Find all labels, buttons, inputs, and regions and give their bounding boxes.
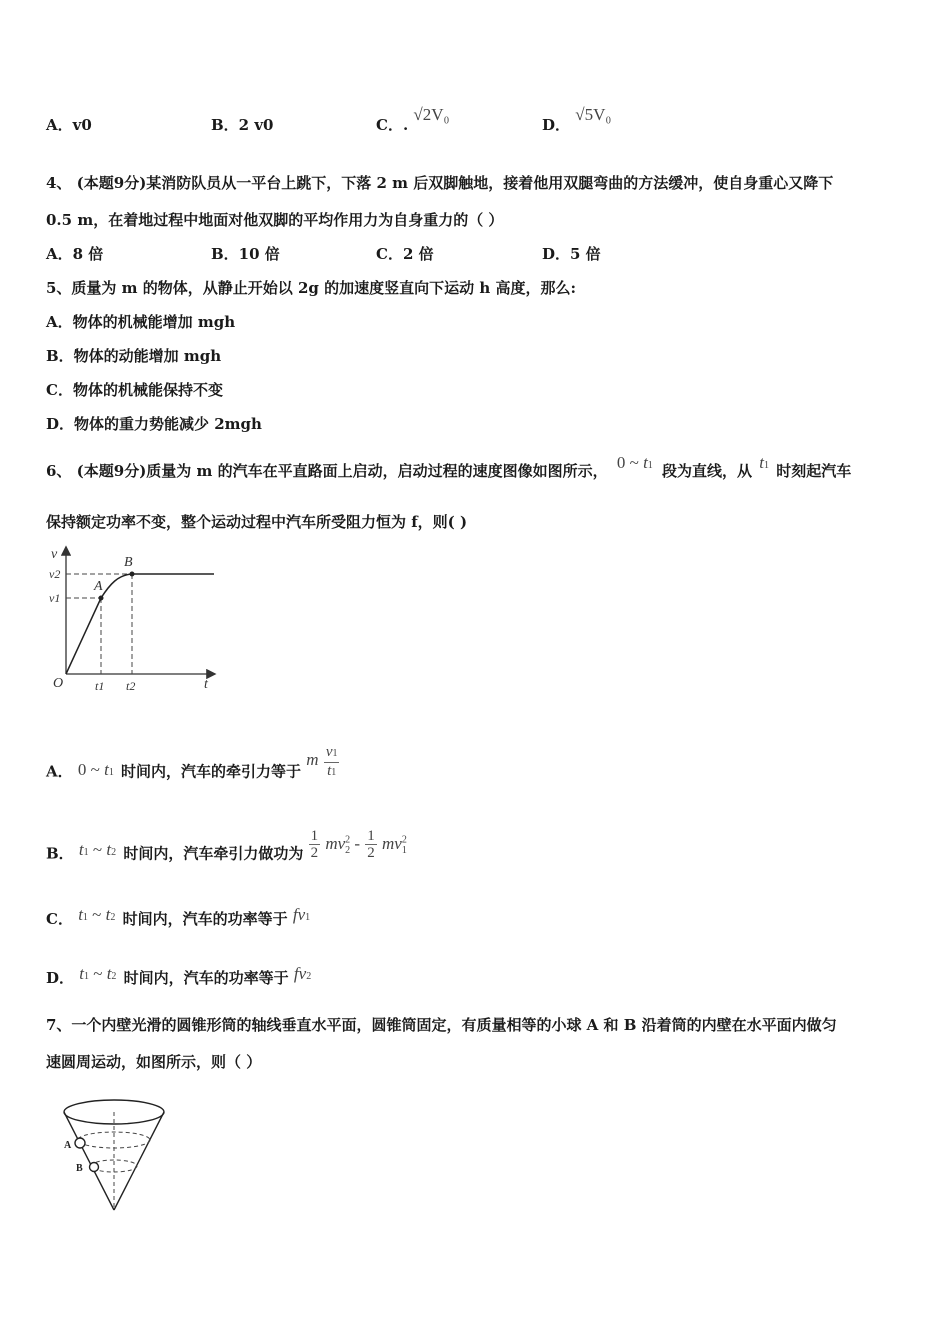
- q6-stem-line1: [46, 453, 852, 484]
- q6-option-a-formula: m: [306, 749, 319, 769]
- q5-option-b: B．物体的动能增加 mgh: [46, 347, 222, 365]
- q6-option-d-label: D．: [46, 969, 75, 987]
- v1-label: v1: [49, 591, 61, 605]
- q6-option-b-label: B．: [46, 844, 74, 863]
- q4-stem-line1: 4、 (本题9分)某消防队员从一平台上跳下，下落 2 m 后双脚触地，接着他用双腿弯曲的方法缓冲，使自身重心又降下: [46, 174, 834, 192]
- q3-option-d-math: √5V₀: [575, 105, 612, 124]
- q6-option-d-interval: t1 ~ t2: [79, 964, 117, 983]
- ball-b-label: B: [76, 1163, 83, 1174]
- linear-segment: [66, 598, 101, 674]
- q6-option-c-interval: t1 ~ t2: [78, 905, 116, 924]
- t2-label: t2: [126, 679, 136, 693]
- q6-option-a-interval: 0 ~ t1: [77, 759, 114, 779]
- q7-stem-line1: 7、一个内壁光滑的圆锥形筒的轴线垂直水平面，圆锥筒固定，有质量相等的小球 A 和 B 沿着筒的内壁在水平面内做匀: [46, 1016, 837, 1034]
- point-b-label: B: [124, 555, 133, 570]
- q5-stem: 5、质量为 m 的物体，从静止开始以 2g 的加速度竖直向下运动 h 高度，那么:: [46, 279, 577, 297]
- q6-stem-part3: 时刻起汽车: [776, 462, 852, 480]
- point-a-label: A: [94, 579, 103, 594]
- q3-option-c-label: C．.: [376, 116, 409, 134]
- q6-option-b-half-2: $\frac{1}{2}$: [367, 828, 375, 861]
- cone-right-wall: [114, 1112, 164, 1210]
- q6-time-t1: t1: [759, 453, 770, 472]
- q4-option-b: B．10 倍: [211, 245, 280, 263]
- q6-option-b-term2: $mv^2_1$: [382, 833, 407, 856]
- q6-option-a: [46, 744, 339, 791]
- q6-option-d-text: 时间内，汽车的功率等于: [123, 969, 289, 987]
- q6-stem-part1: 6、 (本题9分)质量为 m 的汽车在平直路面上启动，启动过程的速度图像如图所示，: [46, 462, 608, 480]
- q6-option-c-label: C．: [46, 910, 73, 928]
- q3-option-c-math: √2V₀: [413, 105, 450, 124]
- q5-option-c: C．物体的机械能保持不变: [46, 381, 223, 399]
- ball-b: [90, 1163, 99, 1172]
- q3-option-d: [542, 105, 612, 135]
- t-axis-label: t: [204, 677, 208, 692]
- q6-stem-part2: 段为直线，从: [662, 462, 753, 480]
- q6-option-c-formula: fv1: [292, 905, 311, 924]
- ball-a: [75, 1138, 85, 1148]
- q3-option-c: [376, 105, 450, 135]
- q4-option-a: A．8 倍: [46, 245, 104, 263]
- q5-option-d: D．物体的重力势能减少 2mgh: [46, 415, 262, 433]
- q6-option-b-half-1: $\frac{1}{2}$: [310, 828, 319, 861]
- q6-option-c: [46, 905, 311, 932]
- point-a: [99, 596, 104, 601]
- q5-option-a: A．物体的机械能增加 mgh: [46, 313, 236, 331]
- q6-option-a-text: 时间内，汽车的牵引力等于: [121, 762, 302, 781]
- velocity-time-graph: [44, 542, 224, 694]
- q3-option-d-label: D．: [542, 116, 571, 134]
- q6-option-b: [46, 828, 407, 871]
- cone-diagram: [56, 1094, 186, 1218]
- q4-option-d: D．5 倍: [542, 245, 601, 263]
- t1-label: t1: [95, 679, 105, 693]
- q6-option-b-term1: $mv^2_2$ -: [325, 833, 361, 856]
- point-b: [130, 572, 135, 577]
- q6-option-b-interval: t1 ~ t2: [78, 839, 117, 859]
- q4-stem-line2: 0.5 m，在着地过程中地面对他双脚的平均作用力为自身重力的（ ）: [46, 211, 504, 229]
- q3-option-a: A．v0: [46, 116, 92, 134]
- v2-label: v2: [49, 567, 61, 581]
- origin-label: O: [53, 676, 64, 691]
- q6-option-c-text: 时间内，汽车的功率等于: [122, 910, 288, 928]
- cone-left-wall: [64, 1112, 114, 1210]
- q6-option-d: [46, 964, 312, 991]
- q6-interval-0-t1: 0 ~ t1: [616, 453, 653, 472]
- curve-segment: [101, 574, 132, 598]
- q6-option-b-text: 时间内，汽车牵引力做功为: [123, 844, 304, 863]
- q6-option-d-formula: fv2: [293, 964, 312, 983]
- q6-option-a-fraction: $\frac{v1}{t1}$: [325, 744, 338, 779]
- q6-stem-line2: 保持额定功率不变，整个运动过程中汽车所受阻力恒为 f，则( ): [46, 513, 468, 531]
- v-axis-label: v: [51, 547, 58, 562]
- ball-a-label: A: [64, 1140, 72, 1151]
- q7-stem-line2: 速圆周运动，如图所示，则（ ）: [46, 1053, 262, 1071]
- q6-option-a-label: A．: [46, 762, 73, 781]
- q3-option-b: B．2 v0: [211, 116, 274, 134]
- q4-option-c: C．2 倍: [376, 245, 434, 263]
